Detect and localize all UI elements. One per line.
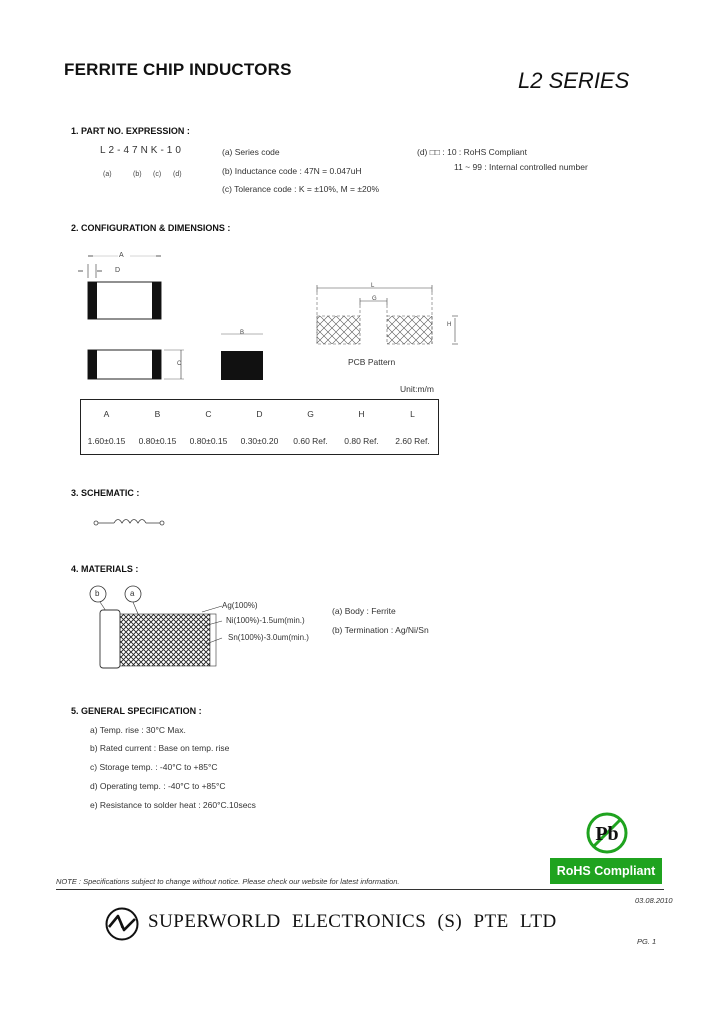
- dim-label-g: G: [372, 296, 377, 302]
- layer-ag: Ag(100%): [222, 601, 258, 610]
- pb-text: Pb: [595, 823, 619, 845]
- body-material: (a) Body : Ferrite: [332, 606, 396, 616]
- dim-label-h: H: [447, 322, 452, 328]
- termination-material: (b) Termination : Ag/Ni/Sn: [332, 625, 429, 635]
- table-header-cell: H: [358, 409, 365, 419]
- rohs-compliant-badge: RoHS Compliant: [550, 858, 662, 884]
- table-value-cell: 1.60±0.15: [87, 436, 126, 446]
- table-value-cell: 0.80±0.15: [189, 436, 228, 446]
- table-header-cell: L: [410, 409, 415, 419]
- revision-date: 03.08.2010: [635, 896, 673, 905]
- dim-label-d: D: [115, 267, 121, 274]
- table-value-row: [81, 428, 439, 455]
- pb-free-icon: [584, 810, 630, 856]
- footer-note: NOTE : Specifications subject to change without notice. Please check our website for latest information.: [56, 877, 400, 886]
- series-name: L2 SERIES: [518, 68, 630, 93]
- table-value-cell: 0.60 Ref.: [293, 436, 328, 446]
- table-header-cell: A: [103, 409, 110, 419]
- table-value-cell: 0.80 Ref.: [344, 436, 379, 446]
- company-name: SUPERWORLD ELECTRONICS (S) PTE LTD: [148, 911, 557, 932]
- table-header-cell: D: [256, 409, 263, 419]
- spec-rated-current: b) Rated current : Base on temp. rise: [90, 743, 230, 753]
- pcb-pattern-label: PCB Pattern: [348, 357, 396, 367]
- internal-code-line: 11 ~ 99 : Internal controlled number: [454, 162, 588, 172]
- spec-temp-rise: a) Temp. rise : 30°C Max.: [90, 725, 186, 735]
- spec-storage-temp: c) Storage temp. : -40°C to +85°C: [90, 762, 218, 772]
- dim-label-b: B: [240, 330, 245, 336]
- section-config-heading: 2. CONFIGURATION & DIMENSIONS :: [71, 223, 231, 233]
- footer-divider: [56, 889, 664, 890]
- dim-label-c: C: [177, 361, 182, 367]
- section-materials-heading: 4. MATERIALS :: [71, 564, 139, 574]
- dimensions-table: [80, 399, 439, 455]
- tolerance-code-line: (c) Tolerance code : K = ±10%, M = ±20%: [222, 184, 380, 194]
- page-number: PG. 1: [637, 937, 657, 946]
- table-value-cell: 2.60 Ref.: [395, 436, 430, 446]
- unit-label: Unit:m/m: [400, 384, 434, 394]
- doc-title: FERRITE CHIP INDUCTORS: [64, 60, 292, 79]
- section-part-no-heading: 1. PART NO. EXPRESSION :: [71, 126, 190, 136]
- inductor-symbol-icon: [90, 514, 170, 530]
- part-code: L2-47NK-10: [100, 145, 184, 156]
- table-header-cell: B: [154, 409, 161, 419]
- table-value-cell: 0.30±0.20: [240, 436, 279, 446]
- spec-solder-heat: e) Resistance to solder heat : 260°C.10secs: [90, 800, 256, 810]
- pcb-pattern-drawing: [317, 285, 458, 344]
- spec-operating-temp: d) Operating temp. : -40°C to +85°C: [90, 781, 226, 791]
- table-header-cell: C: [205, 409, 212, 419]
- company-logo-icon: [104, 906, 140, 942]
- dim-label-l: L: [371, 283, 375, 289]
- table-header-cell: G: [307, 409, 314, 419]
- layer-ni: Ni(100%)-1.5um(min.): [226, 616, 305, 625]
- inductance-code-line: (b) Inductance code : 47N = 0.047uH: [222, 166, 362, 176]
- callout-a: a: [130, 589, 135, 598]
- dim-label-a: A: [119, 252, 124, 259]
- section-general-heading: 5. GENERAL SPECIFICATION :: [71, 706, 202, 716]
- marker-d: (d): [173, 171, 182, 178]
- layer-leader-lines: [200, 604, 230, 664]
- table-header-row: [81, 400, 439, 429]
- table-value-cell: 0.80±0.15: [138, 436, 177, 446]
- marker-a: (a): [103, 171, 112, 178]
- series-code-line: (a) Series code: [222, 147, 280, 157]
- layer-sn: Sn(100%)-3.0um(min.): [228, 633, 309, 642]
- section-schematic-heading: 3. SCHEMATIC :: [71, 488, 140, 498]
- callout-b: b: [95, 589, 100, 598]
- chip-top-view: [78, 256, 161, 319]
- chip-side-view: [88, 350, 184, 379]
- marker-c: (c): [153, 171, 162, 178]
- rohs-code-line: (d) □□ : 10 : RoHS Compliant: [417, 147, 527, 157]
- chip-end-view: [221, 334, 263, 380]
- marker-b: (b): [133, 171, 142, 178]
